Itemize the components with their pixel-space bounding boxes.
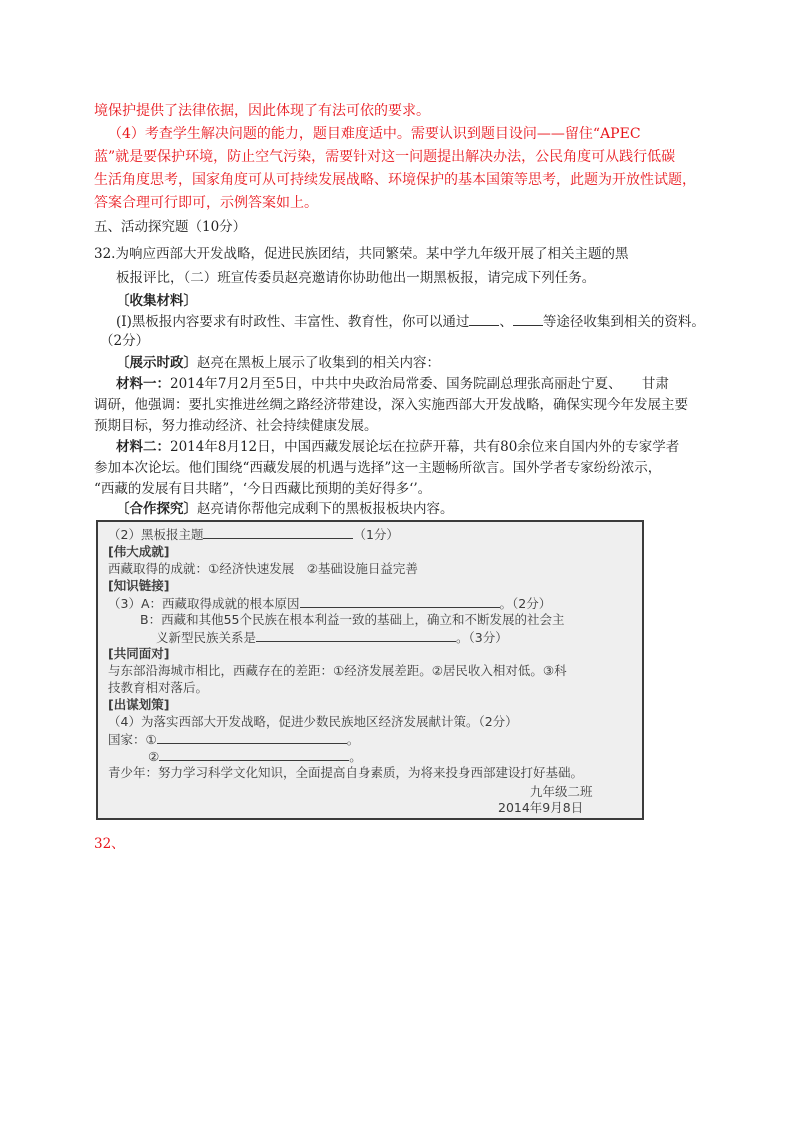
- board-country-1: 国家：① 。: [108, 732, 360, 747]
- board-question-3b: B：西藏和其他55个民族在根本利益一致的基础上，确立和不断发展的社会主: [140, 612, 565, 627]
- material-2-label: 材料二：: [116, 439, 170, 455]
- answer-line: 答案合理可行即可，示例答案如上。: [94, 195, 318, 211]
- answer-blank[interactable]: [513, 313, 543, 326]
- question-1-text: (I)黑板报内容要求有时政性、丰富性、教育性，你可以通过: [116, 314, 470, 330]
- board-question-3b-cont: 义新型民族关系是 。（3分）: [156, 630, 508, 645]
- question-intro-line: 32.为响应西部大开发战略，促进民族团结，共同繁荣。某中学九年级开展了相关主题的黑: [94, 246, 629, 262]
- answer-line: 蓝”就是要保护环境，防止空气污染，需要针对这一问题提出解决办法，公民角度可从践行低碳: [94, 149, 676, 165]
- board-face-text: 与东部沿海城市相比，西藏存在的差距：①经济发展差距。②居民收入相对低。③科: [108, 663, 567, 678]
- answer-blank[interactable]: [469, 313, 499, 326]
- board-date: 2014年9月8日: [498, 800, 584, 815]
- answer-blank[interactable]: [300, 595, 500, 608]
- board-heading-achievement: [伟大成就]: [108, 544, 170, 559]
- cooperation-label: 〔合作探究〕: [116, 501, 197, 517]
- material-1: 材料一：2014年7月2月至5日，中共中央政治局常委、国务院副总理张高丽赴宁夏、 甘肃: [116, 376, 669, 392]
- material-1-label: 材料一：: [116, 376, 170, 392]
- cooperation: 〔合作探究〕赵亮请你帮他完成剩下的黑板报板块内容。: [116, 501, 454, 517]
- board-youth-text: 青少年：努力学习科学文化知识，全面提高自身素质，为将来投身西部建设打好基础。: [108, 765, 584, 780]
- answer-blank[interactable]: [159, 748, 349, 761]
- board-heading-knowledge: [知识链接]: [108, 578, 170, 593]
- answer-line: 境保护提供了法律依据，因此体现了有法可依的要求。: [94, 103, 430, 119]
- board-country-2: ② 。: [148, 749, 362, 764]
- material-1-line: 预期目标，努力推动经济、社会持续健康发展。: [94, 418, 378, 434]
- board-question-3a: （3）A：西藏取得成就的根本原因 。（2分）: [108, 596, 552, 611]
- board-question-2: （2）黑板报主题 （1分）: [108, 527, 399, 542]
- material-2: 材料二：2014年8月12日，中国西藏发展论坛在拉萨开幕，共有80余位来自国内外的专家学者: [116, 439, 680, 455]
- answer-blank[interactable]: [157, 731, 347, 744]
- board-question-4: （4）为落实西部大开发战略，促进少数民族地区经济发展献计策。（2分）: [108, 714, 518, 729]
- question-1-score: （2分）: [100, 333, 150, 349]
- question-1: (I)黑板报内容要求有时政性、丰富性、教育性，你可以通过 、 等途径收集到相关的资料。: [116, 314, 705, 330]
- show-news: 〔展示时政〕赵亮在黑板上展示了收集到的相关内容：: [116, 355, 440, 371]
- answer-blank[interactable]: [256, 629, 456, 642]
- material-1-line: 调研，他强调：要扎实推进丝绸之路经济带建设，深入实施西部大开发战略，确保实现今年发展主要: [94, 397, 688, 413]
- answer-blank[interactable]: [203, 526, 353, 539]
- question-number-tail: 32、: [94, 836, 125, 852]
- question-intro-line: 板报评比，（二）班宣传委员赵亮邀请你协助他出一期黑板报，请完成下列任务。: [116, 270, 596, 286]
- board-heading-plan: [出谋划策]: [108, 697, 170, 712]
- answer-explanation: [94, 100, 714, 215]
- answer-line: （4）考查学生解决问题的能力，题目难度适中。需要认识到题目设问——留住“APEC: [108, 126, 641, 142]
- material-2-line: 参加本次论坛。他们围绕“西藏发展的机遇与选择”这一主题畅所欲言。国外学者专家纷纷浓示，: [94, 460, 662, 476]
- board-face-text-cont: 技教育相对落后。: [108, 680, 209, 695]
- blackboard-box: [96, 520, 644, 820]
- show-news-label: 〔展示时政〕: [116, 355, 197, 371]
- board-achievement-text: 西藏取得的成就：①经济快速发展 ②基础设施日益完善: [108, 561, 418, 576]
- answer-line: 生活角度思考，国家角度可从可持续发展战略、环境保护的基本国策等思考，此题为开放性试题，: [94, 172, 696, 188]
- section-heading: 五、活动探究题（10分）: [94, 219, 247, 235]
- board-heading-face: [共同面对]: [108, 646, 170, 661]
- collect-material-label: 〔收集材料〕: [116, 293, 197, 309]
- board-class-name: 九年级二班: [530, 784, 593, 799]
- material-2-line: “西藏的发展有目共睹”，‘今日西藏比预期的美好得多‘’。: [94, 481, 432, 497]
